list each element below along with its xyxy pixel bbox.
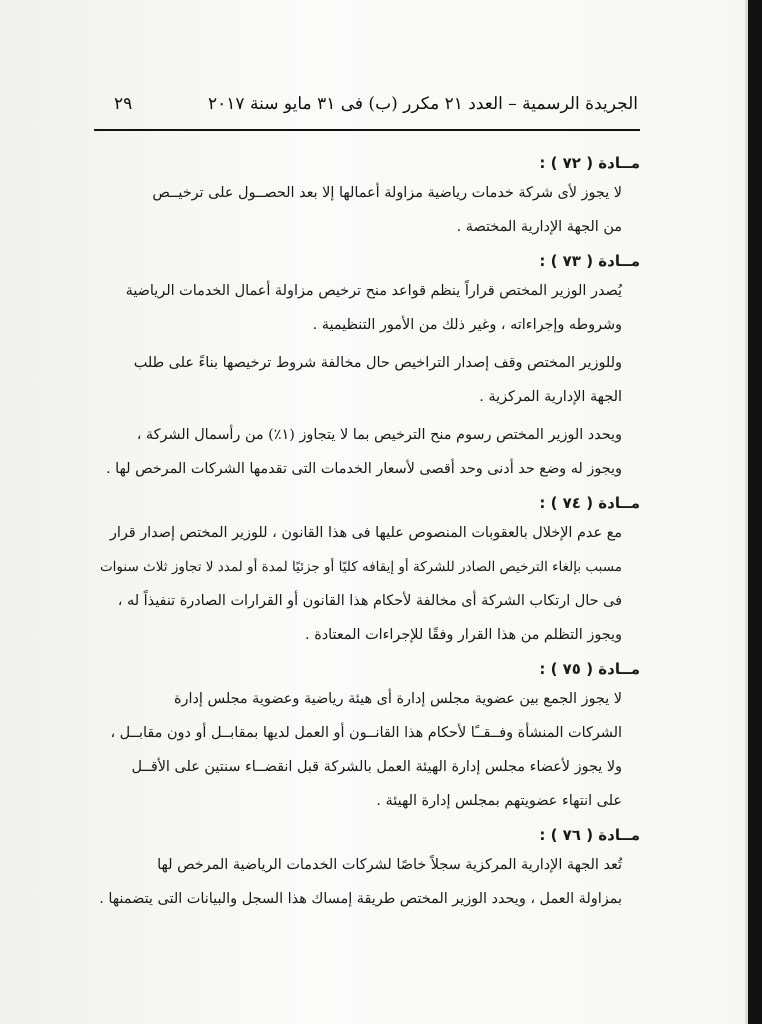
paragraph-line: ويحدد الوزير المختص رسوم منح الترخيص بما لا يتجاوز (١٪) من رأسمال الشركة ، <box>136 427 622 443</box>
article-paragraph <box>96 848 640 916</box>
paragraph-line: من الجهة الإدارية المختصة . <box>456 219 622 235</box>
paragraph-line: ولا يجوز لأعضاء مجلس إدارة الهيئة العمل بالشركة قبل انقضــاء سنتين على الأقــل <box>131 759 622 775</box>
paragraph-line: يُصدر الوزير المختص قراراً ينظم قواعد منح ترخيص مزاولة أعمال الخدمات الرياضية <box>125 283 622 299</box>
article <box>96 248 640 486</box>
paragraph-line: بمزاولة العمل ، ويحدد الوزير المختص طريقة إمساك هذا السجل والبيانات التى يتضمنها . <box>99 891 622 907</box>
article <box>96 150 640 244</box>
article-paragraph <box>96 274 640 342</box>
article <box>96 656 640 818</box>
article-paragraph <box>96 418 640 486</box>
page-header <box>96 88 638 122</box>
article-title: مــادة ( ٧٥ ) : <box>539 660 640 678</box>
article-title: مــادة ( ٧٦ ) : <box>539 826 640 844</box>
article-title: مــادة ( ٧٤ ) : <box>539 494 640 512</box>
paragraph-line: لا يجوز لأى شركة خدمات رياضية مزاولة أعمالها إلا بعد الحصــول على ترخيــص <box>152 185 622 201</box>
document-body <box>96 150 640 920</box>
paragraph-line: على انتهاء عضويتهم بمجلس إدارة الهيئة . <box>376 793 622 809</box>
paragraph-line: لا يجوز الجمع بين عضوية مجلس إدارة أى هيئة رياضية وعضوية مجلس إدارة <box>174 691 622 707</box>
page-edge-shadow <box>748 0 762 1024</box>
article <box>96 490 640 652</box>
paragraph-line: مسبب بإلغاء الترخيص الصادر للشركة أو إيقافه كليًا أو جزئيًا لمدة أو لمدد لا تجاوز ثلاث سنوات <box>99 559 622 575</box>
paragraph-line: وللوزير المختص وقف إصدار التراخيص حال مخالفة شروط ترخيصها بناءً على طلب <box>133 355 622 371</box>
article-paragraph <box>96 176 640 244</box>
paragraph-line: فى حال ارتكاب الشركة أى مخالفة لأحكام هذا القانون أو القرارات الصادرة تنفيذاً له ، <box>117 593 622 609</box>
header-rule <box>94 129 640 131</box>
header-title: الجريدة الرسمية – العدد ٢١ مكرر (ب) فى ٣١ مايو سنة ٢٠١٧ <box>208 94 638 114</box>
article-paragraph <box>96 682 640 818</box>
paragraph-line: مع عدم الإخلال بالعقوبات المنصوص عليها فى هذا القانون ، للوزير المختص إصدار قرار <box>109 525 622 541</box>
paragraph-line: وشروطه وإجراءاته ، وغير ذلك من الأمور التنظيمية . <box>312 317 622 333</box>
article-title: مــادة ( ٧٢ ) : <box>539 154 640 172</box>
article-title: مــادة ( ٧٣ ) : <box>539 252 640 270</box>
article <box>96 822 640 916</box>
paragraph-line: الشركات المنشأة وفــقــًا لأحكام هذا القانــون أو العمل لديها بمقابــل أو دون مقابــل ، <box>110 725 622 741</box>
paragraph-line: ويجوز التظلم من هذا القرار وفقًا للإجراءات المعتادة . <box>305 627 622 643</box>
paragraph-line: ويجوز له وضع حد أدنى وحد أقصى لأسعار الخدمات التى تقدمها الشركات المرخص لها . <box>106 461 622 477</box>
paragraph-line: الجهة الإدارية المركزية . <box>479 389 622 405</box>
page-number: ٢٩ <box>114 94 133 114</box>
paragraph-line: تُعد الجهة الإدارية المركزية سجلاً خاصًا لشركات الخدمات الرياضية المرخص لها <box>157 857 622 873</box>
article-paragraph <box>96 346 640 414</box>
article-paragraph <box>96 516 640 652</box>
